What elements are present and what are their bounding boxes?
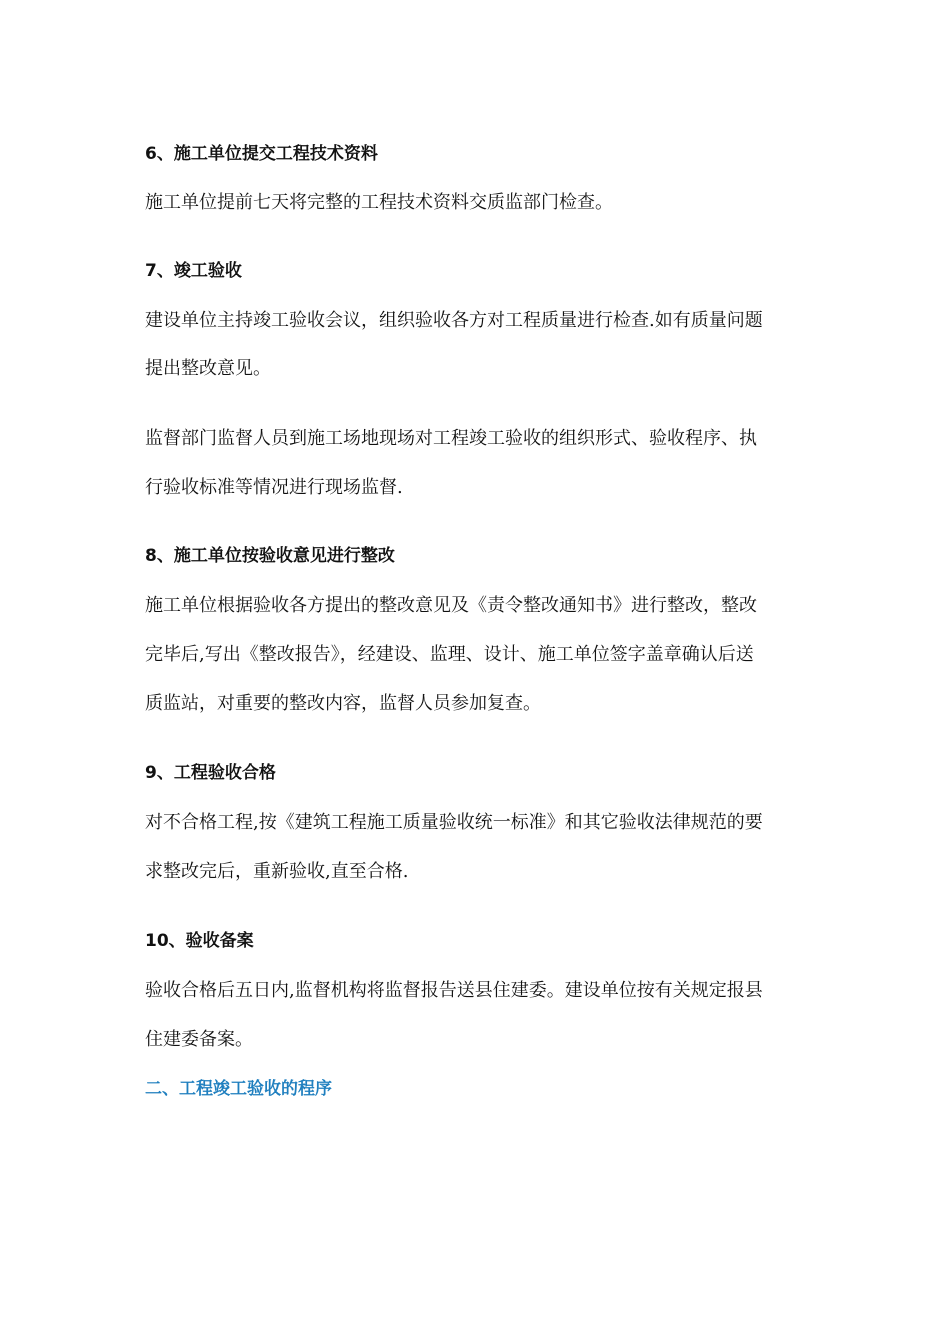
heading-10: 10、验收备案	[145, 931, 254, 951]
paragraph-7b-line-1: 监督部门监督人员到施工场地现场对工程竣工验收的组织形式、验收程序、执	[145, 428, 757, 449]
paragraph-7b-line-2: 行验收标准等情况进行现场监督.	[145, 477, 403, 498]
paragraph-6-line-1: 施工单位提前七天将完整的工程技术资料交质监部门检查。	[145, 192, 613, 213]
paragraph-7a-line-1: 建设单位主持竣工验收会议，组织验收各方对工程质量进行检查.如有质量问题	[145, 310, 763, 331]
heading-7: 7、竣工验收	[145, 261, 242, 281]
heading-9: 9、工程验收合格	[145, 763, 276, 783]
section-heading-2: 二、工程竣工验收的程序	[145, 1079, 332, 1099]
paragraph-10-line-1: 验收合格后五日内,监督机构将监督报告送县住建委。建设单位按有关规定报县	[145, 980, 763, 1001]
paragraph-9-line-1: 对不合格工程,按《建筑工程施工质量验收统一标准》和其它验收法律规范的要	[145, 812, 763, 833]
paragraph-10-line-2: 住建委备案。	[145, 1029, 253, 1050]
paragraph-8-line-3: 质监站，对重要的整改内容，监督人员参加复查。	[145, 693, 541, 714]
paragraph-8-line-2: 完毕后,写出《整改报告》，经建设、监理、设计、施工单位签字盖章确认后送	[145, 644, 754, 665]
paragraph-9-line-2: 求整改完后，重新验收,直至合格.	[145, 861, 409, 882]
paragraph-8-line-1: 施工单位根据验收各方提出的整改意见及《责令整改通知书》进行整改，整改	[145, 595, 757, 616]
paragraph-7a-line-2: 提出整改意见。	[145, 358, 271, 379]
heading-8: 8、施工单位按验收意见进行整改	[145, 546, 395, 566]
heading-6: 6、施工单位提交工程技术资料	[145, 144, 378, 164]
